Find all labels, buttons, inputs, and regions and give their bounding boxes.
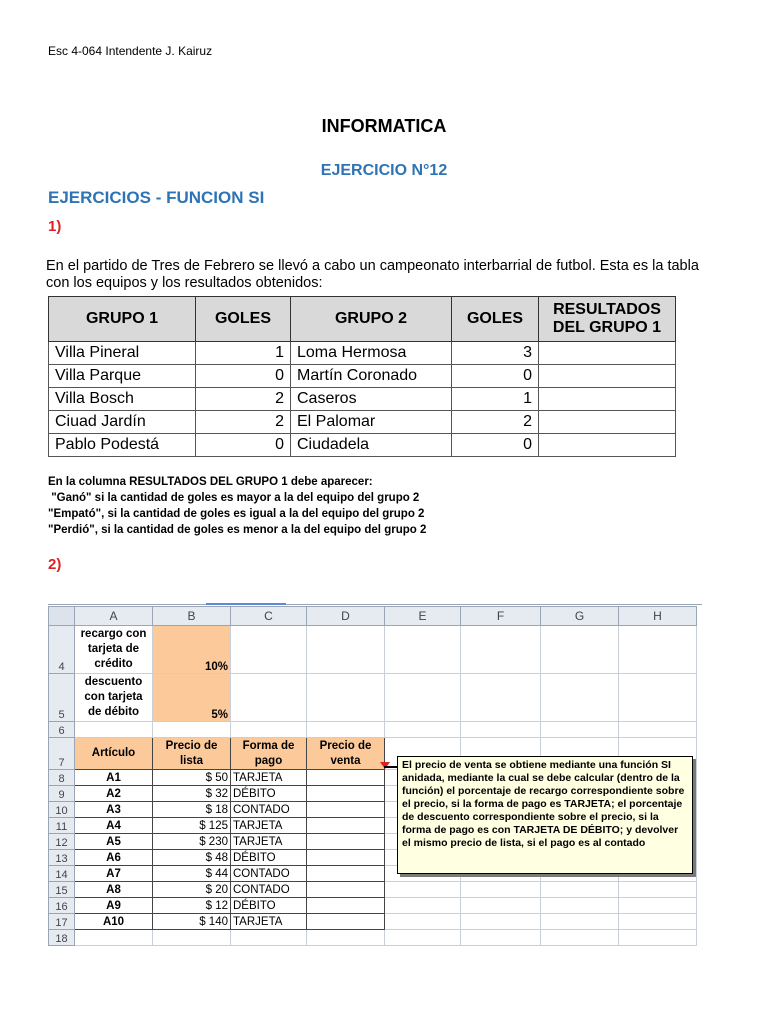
articulo-cell[interactable]: A2 [75,786,153,802]
precio-venta-cell[interactable] [307,786,385,802]
exercise-1-label: 1) [48,218,62,235]
precio-cell[interactable]: $ 140 [153,914,231,930]
row-header[interactable]: 18 [49,930,75,946]
results-table [48,296,676,457]
results-table-header [49,297,676,342]
table-row [49,434,676,457]
cell[interactable] [541,914,619,930]
col-header: RESULTADOS DEL GRUPO 1 [539,297,676,342]
cell[interactable] [385,674,461,722]
row-header[interactable]: 17 [49,914,75,930]
comment-connector [384,766,398,768]
cell: 1 [452,388,539,411]
forma-pago-header-cell[interactable]: Forma de pago [231,738,307,770]
cell [539,434,676,457]
forma-pago-cell[interactable]: TARJETA [231,914,307,930]
precio-venta-cell[interactable] [307,834,385,850]
cell: 0 [452,365,539,388]
cell[interactable] [461,882,541,898]
articulo-cell[interactable]: A5 [75,834,153,850]
cell[interactable] [307,722,385,738]
cell: 2 [452,411,539,434]
cell[interactable] [385,722,461,738]
cell[interactable] [461,930,541,946]
column-header-d[interactable]: D [307,607,385,626]
col-header: GOLES [196,297,291,342]
forma-pago-cell[interactable]: DÉBITO [231,786,307,802]
row-header[interactable]: 5 [49,674,75,722]
precio-venta-cell[interactable] [307,850,385,866]
row-header[interactable]: 10 [49,802,75,818]
recargo-label-cell[interactable]: recargo con tarjeta de crédito [75,626,153,674]
cell[interactable] [461,722,541,738]
precio-cell[interactable]: $ 50 [153,770,231,786]
articulo-cell[interactable]: A9 [75,898,153,914]
row-header[interactable]: 14 [49,866,75,882]
table-row [49,898,697,914]
table-row [49,411,676,434]
cell[interactable] [541,898,619,914]
precio-lista-header-cell[interactable]: Precio de lista [153,738,231,770]
cell[interactable] [461,674,541,722]
sheet-tab-accent [206,603,286,605]
cell: Villa Bosch [49,388,196,411]
cell [539,342,676,365]
sheet-top-border [48,604,702,605]
col-header: GRUPO 1 [49,297,196,342]
column-header-a[interactable]: A [75,607,153,626]
row-header[interactable]: 8 [49,770,75,786]
cell[interactable] [153,722,231,738]
cell: Martín Coronado [291,365,452,388]
cell[interactable] [307,930,385,946]
forma-pago-cell[interactable]: DÉBITO [231,850,307,866]
cell: Villa Parque [49,365,196,388]
forma-pago-cell[interactable]: CONTADO [231,882,307,898]
recargo-value-cell[interactable]: 10% [153,626,231,674]
row-header[interactable]: 13 [49,850,75,866]
cell[interactable] [461,914,541,930]
precio-cell[interactable]: $ 44 [153,866,231,882]
cell: Ciuad Jardín [49,411,196,434]
cell[interactable] [619,882,697,898]
row-header[interactable]: 12 [49,834,75,850]
cell: Pablo Podestá [49,434,196,457]
column-header-b[interactable]: B [153,607,231,626]
cell[interactable] [385,882,461,898]
cell[interactable] [619,898,697,914]
cell[interactable] [385,626,461,674]
cell-comment-box: El precio de venta se obtiene mediante una función SI anidada, mediante la cual se debe calcular (dentro de la función) el porcentaje de recargo correspondiente sobre el precio, si la forma de pago es TARJETA; el porcentaje de descuento correspondiente sobre el precio, si la forma de pago es con TARJETA DE DÉBITO; y devolver el mismo precio de lista, si el pago es al contado [397,756,693,874]
section-title: EJERCICIOS - FUNCION SI [48,188,265,207]
cell: Caseros [291,388,452,411]
precio-venta-cell[interactable] [307,818,385,834]
cell[interactable] [231,674,307,722]
cell[interactable] [619,722,697,738]
precio-cell[interactable]: $ 230 [153,834,231,850]
cell [539,388,676,411]
cell: El Palomar [291,411,452,434]
instruction-line: "Perdió", si la cantidad de goles es menor a la del equipo del grupo 2 [48,524,427,536]
forma-pago-cell[interactable]: CONTADO [231,866,307,882]
cell [539,365,676,388]
cell[interactable] [541,674,619,722]
precio-venta-cell[interactable] [307,898,385,914]
cell[interactable] [231,930,307,946]
exercise-1-instructions [48,474,426,538]
cell: 1 [196,342,291,365]
cell: 2 [196,388,291,411]
col-header: GOLES [452,297,539,342]
select-all-corner[interactable] [49,607,75,626]
articulo-cell[interactable]: A10 [75,914,153,930]
row-header[interactable]: 4 [49,626,75,674]
instruction-line: En la columna RESULTADOS DEL GRUPO 1 debe aparecer: [48,476,373,488]
precio-cell[interactable]: $ 32 [153,786,231,802]
cell: 3 [452,342,539,365]
cell[interactable] [619,626,697,674]
cell[interactable] [75,930,153,946]
cell [539,411,676,434]
cell[interactable] [75,722,153,738]
table-row [49,388,676,411]
cell[interactable] [541,626,619,674]
cell: 2 [196,411,291,434]
precio-cell[interactable]: $ 20 [153,882,231,898]
row-header[interactable]: 9 [49,786,75,802]
cell[interactable] [461,898,541,914]
column-header-e[interactable]: E [385,607,461,626]
cell[interactable] [619,674,697,722]
articulo-cell[interactable]: A7 [75,866,153,882]
row-header[interactable]: 6 [49,722,75,738]
forma-pago-cell[interactable]: CONTADO [231,802,307,818]
instruction-line: "Empató", si la cantidad de goles es igual a la del equipo del grupo 2 [48,508,425,520]
column-header-c[interactable]: C [231,607,307,626]
instruction-line: "Ganó" si la cantidad de goles es mayor a la del equipo del grupo 2 [48,492,420,504]
articulo-cell[interactable]: A1 [75,770,153,786]
precio-venta-header-cell[interactable]: Precio de venta [307,738,385,770]
precio-cell[interactable]: $ 12 [153,898,231,914]
table-row [49,882,697,898]
school-name: Esc 4-064 Intendente J. Kairuz [48,44,213,58]
forma-pago-cell[interactable]: DÉBITO [231,898,307,914]
cell[interactable] [619,930,697,946]
cell[interactable] [231,626,307,674]
cell[interactable] [385,930,461,946]
articulo-cell[interactable]: A4 [75,818,153,834]
cell[interactable] [385,898,461,914]
precio-venta-cell[interactable] [307,882,385,898]
precio-cell[interactable]: $ 125 [153,818,231,834]
precio-venta-cell[interactable] [307,770,385,786]
precio-venta-cell[interactable] [307,866,385,882]
table-row [49,914,697,930]
cell: Villa Pineral [49,342,196,365]
descuento-label-cell[interactable]: descuento con tarjeta de débito [75,674,153,722]
cell: 0 [452,434,539,457]
precio-cell[interactable]: $ 48 [153,850,231,866]
cell[interactable] [541,722,619,738]
articulo-cell[interactable]: A8 [75,882,153,898]
cell: Loma Hermosa [291,342,452,365]
row-header[interactable]: 15 [49,882,75,898]
precio-venta-cell[interactable] [307,802,385,818]
articulo-cell[interactable]: A3 [75,802,153,818]
cell[interactable] [307,626,385,674]
exercise-1-intro: En el partido de Tres de Febrero se llevó a cabo un campeonato interbarrial de futbol. Esta es la tabla con los equipos y los resultados obtenidos: [46,258,699,291]
forma-pago-cell[interactable]: TARJETA [231,834,307,850]
cell[interactable] [385,914,461,930]
cell[interactable] [153,930,231,946]
articulo-cell[interactable]: A6 [75,850,153,866]
cell[interactable] [231,722,307,738]
precio-cell[interactable]: $ 18 [153,802,231,818]
row-header[interactable]: 16 [49,898,75,914]
table-row [49,365,676,388]
column-header-h[interactable]: H [619,607,697,626]
forma-pago-cell[interactable]: TARJETA [231,818,307,834]
table-row [49,342,676,365]
cell: 0 [196,434,291,457]
exercise-2-label: 2) [48,556,62,573]
cell: 0 [196,365,291,388]
cell[interactable] [541,882,619,898]
row-header[interactable]: 7 [49,738,75,770]
articulo-header-cell[interactable]: Artículo [75,738,153,770]
forma-pago-cell[interactable]: TARJETA [231,770,307,786]
cell[interactable] [307,674,385,722]
col-header: GRUPO 2 [291,297,452,342]
descuento-value-cell[interactable]: 5% [153,674,231,722]
precio-venta-cell[interactable] [307,914,385,930]
column-header-f[interactable]: F [461,607,541,626]
column-header-g[interactable]: G [541,607,619,626]
cell[interactable] [619,914,697,930]
page-title: INFORMATICA [321,116,447,136]
row-header[interactable]: 11 [49,818,75,834]
cell[interactable] [541,930,619,946]
cell: Ciudadela [291,434,452,457]
cell[interactable] [461,626,541,674]
exercise-number: EJERCICIO N°12 [320,162,448,179]
